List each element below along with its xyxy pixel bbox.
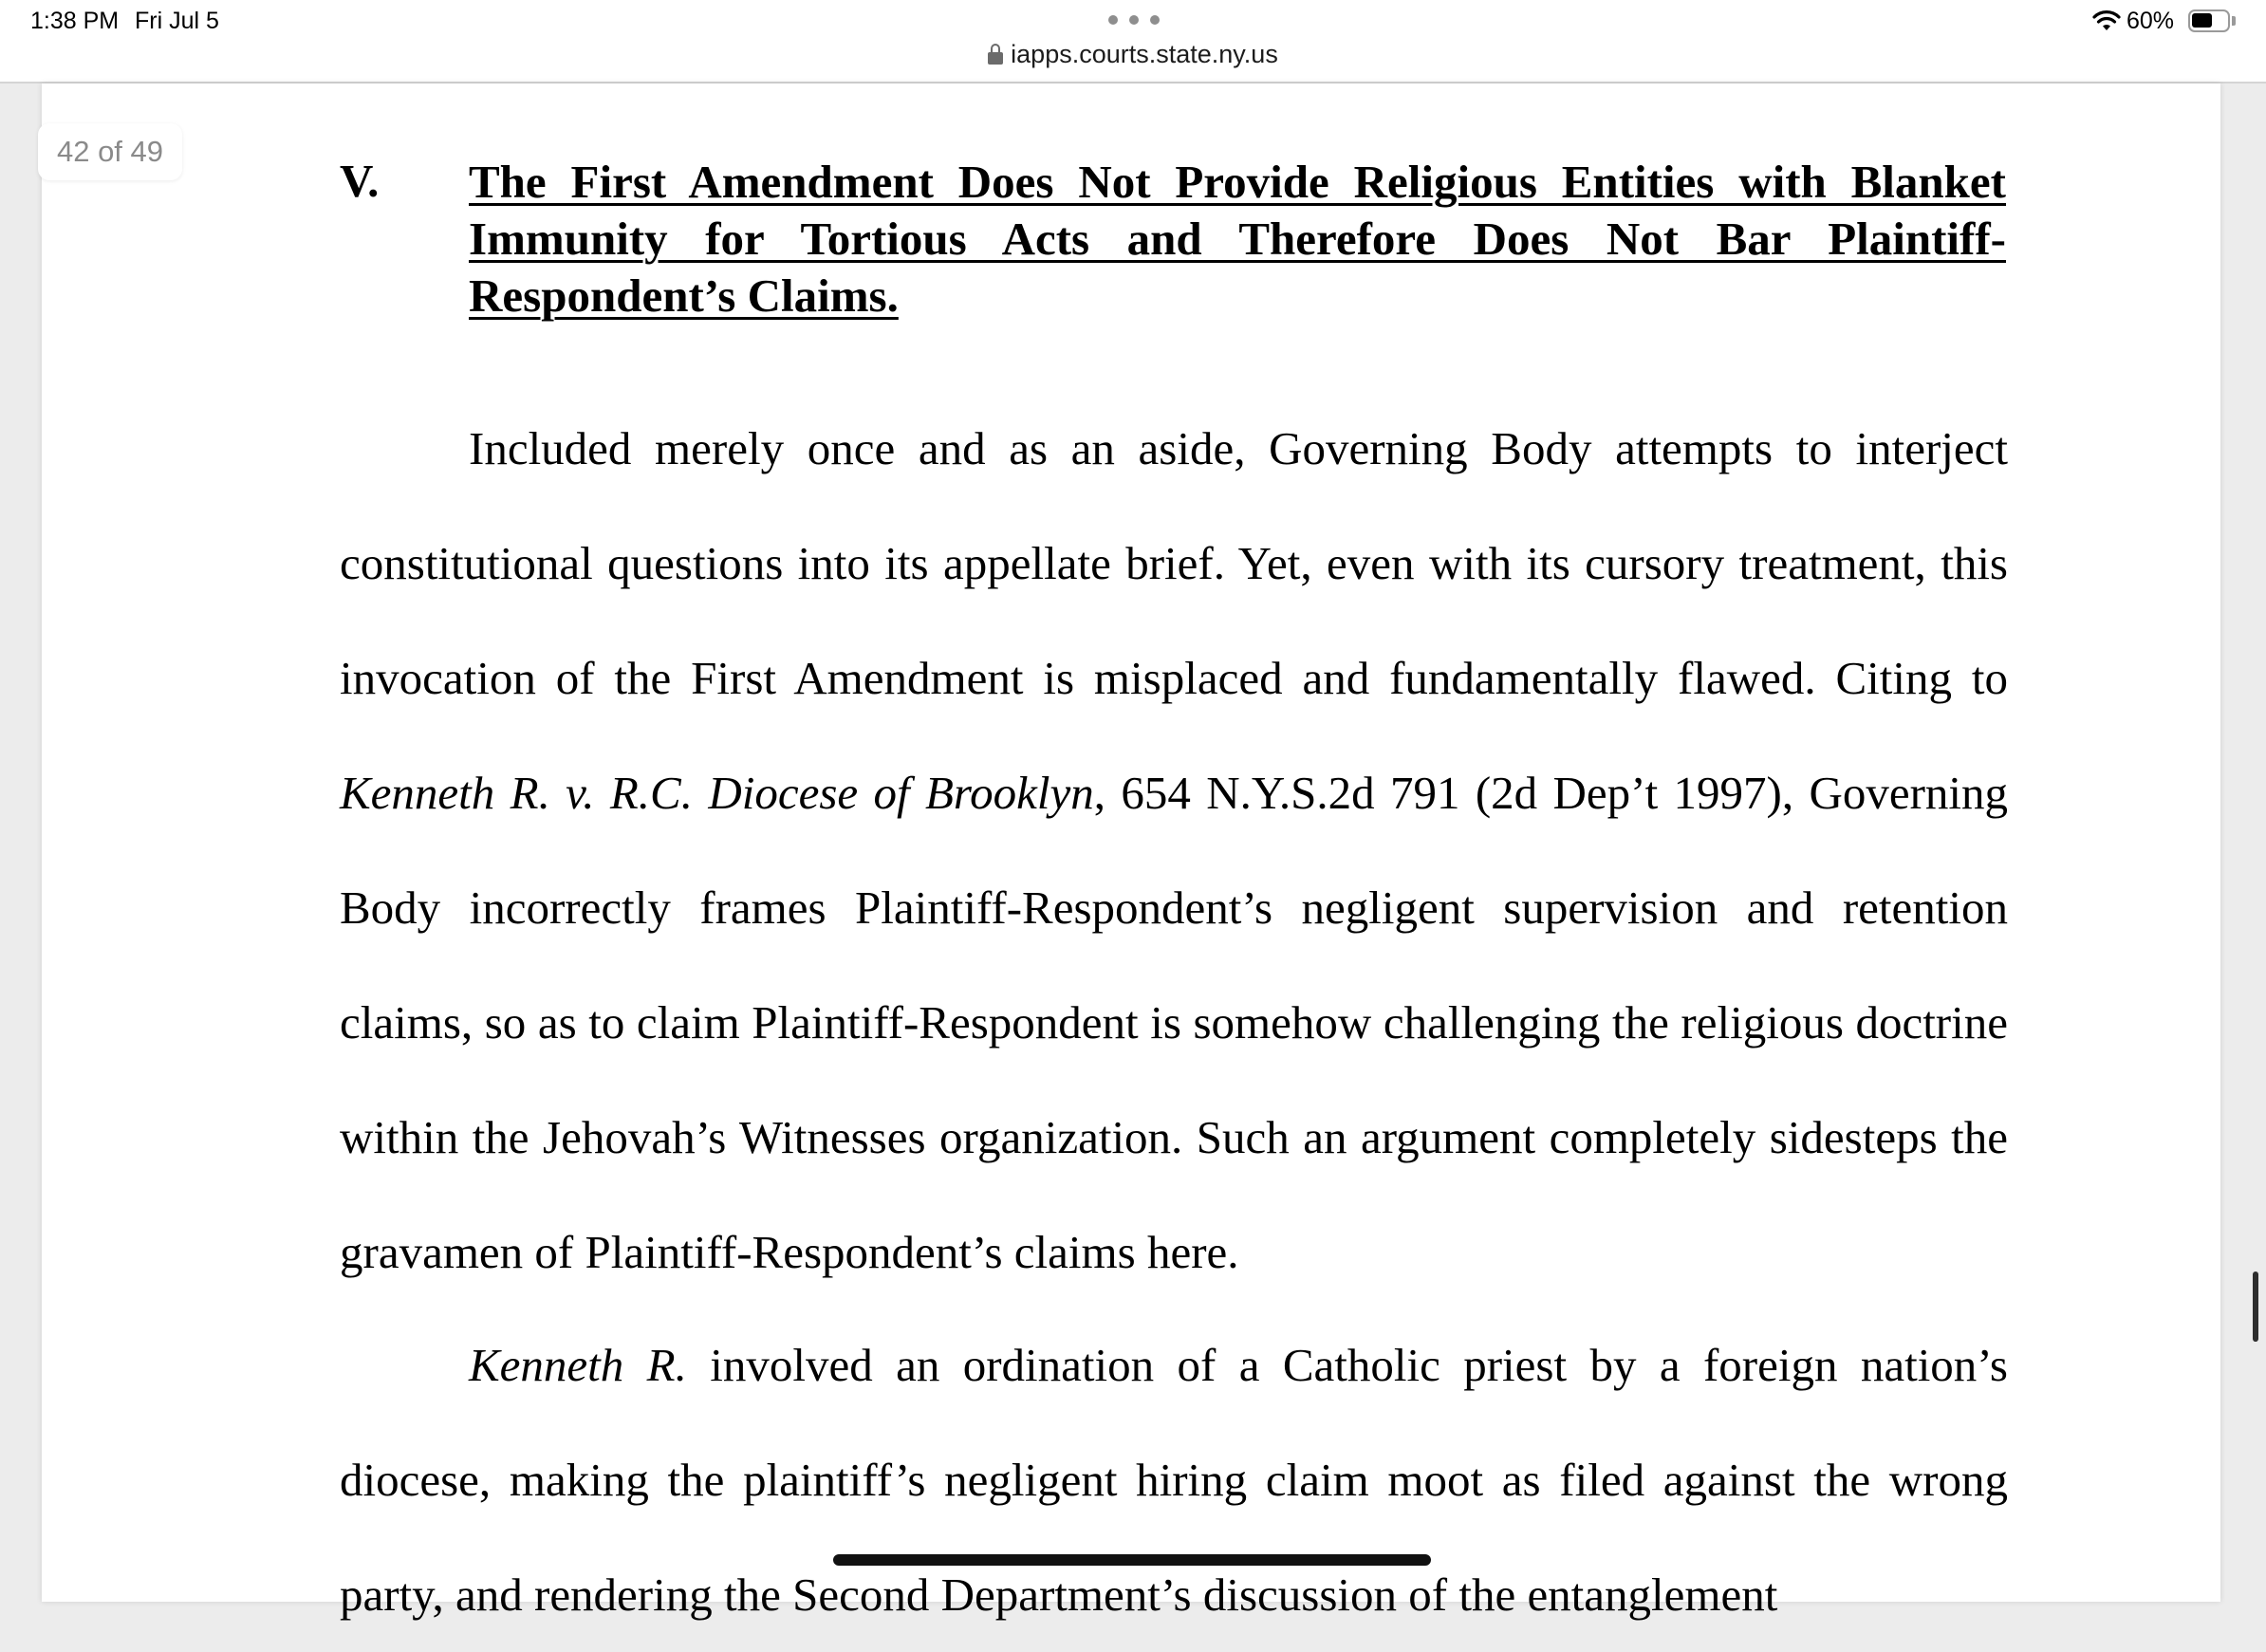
- paragraph-2-text: involved an ordination of a Catholic priest by a foreign nation’s diocese, making the plaintiff’s negligent hiring claim moot as filed against the wrong party, and rendering the Second Department’s discussion of the entanglement: [340, 1339, 2008, 1621]
- case-citation-short: Kenneth R.: [469, 1339, 687, 1391]
- section-number: V.: [340, 155, 380, 207]
- status-time: 1:38 PM: [30, 8, 120, 34]
- section-heading: The First Amendment Does Not Provide Religious Entities with Blanket Immunity for Tortious Acts and Therefore Does Not Bar Plaintiff-Respondent’s Claims.: [469, 156, 2006, 322]
- status-bar: [0, 0, 2266, 84]
- page-indicator: 42 of 49: [38, 123, 182, 180]
- address-bar[interactable]: [0, 40, 2266, 69]
- scrollbar-thumb[interactable]: [2253, 1271, 2258, 1342]
- battery-fill: [2192, 13, 2212, 28]
- battery-percent: 60%: [2127, 8, 2175, 34]
- battery-cap: [2232, 16, 2236, 26]
- url-text: iapps.courts.state.ny.us: [1011, 40, 1278, 68]
- lock-icon: [988, 44, 1003, 65]
- status-date: Fri Jul 5: [135, 8, 219, 34]
- paragraph-1: [340, 391, 2008, 1309]
- wifi-icon: [2092, 9, 2121, 32]
- paragraph-1-text-b: , 654 N.Y.S.2d 791 (2d Dep’t 1997), Governing Body incorrectly frames Plaintiff-Respondent’s negligent supervision and retention claims, so as to claim Plaintiff-Respondent is somehow challenging the religious doctrine within the Jehovah’s Witnesses organization. Such an argument completely sidesteps the gravamen of Plaintiff-Respondent’s claims here.: [340, 767, 2009, 1278]
- document-page[interactable]: [42, 84, 2220, 1621]
- battery-icon: [2188, 9, 2230, 32]
- paragraph-1-text-a: Included merely once and as an aside, Governing Body attempts to interject constitutional questions into its appellate brief. Yet, even with its cursory treatment, this invocation of the First Amendment is misplaced and fundamentally flawed. Citing to: [340, 422, 2008, 704]
- paragraph-2: [340, 1308, 2008, 1652]
- document-viewer[interactable]: [0, 84, 2266, 1621]
- multitasking-dots-icon[interactable]: [1108, 13, 1160, 27]
- case-citation: Kenneth R. v. R.C. Diocese of Brooklyn: [340, 767, 1094, 819]
- home-indicator[interactable]: [833, 1554, 1431, 1566]
